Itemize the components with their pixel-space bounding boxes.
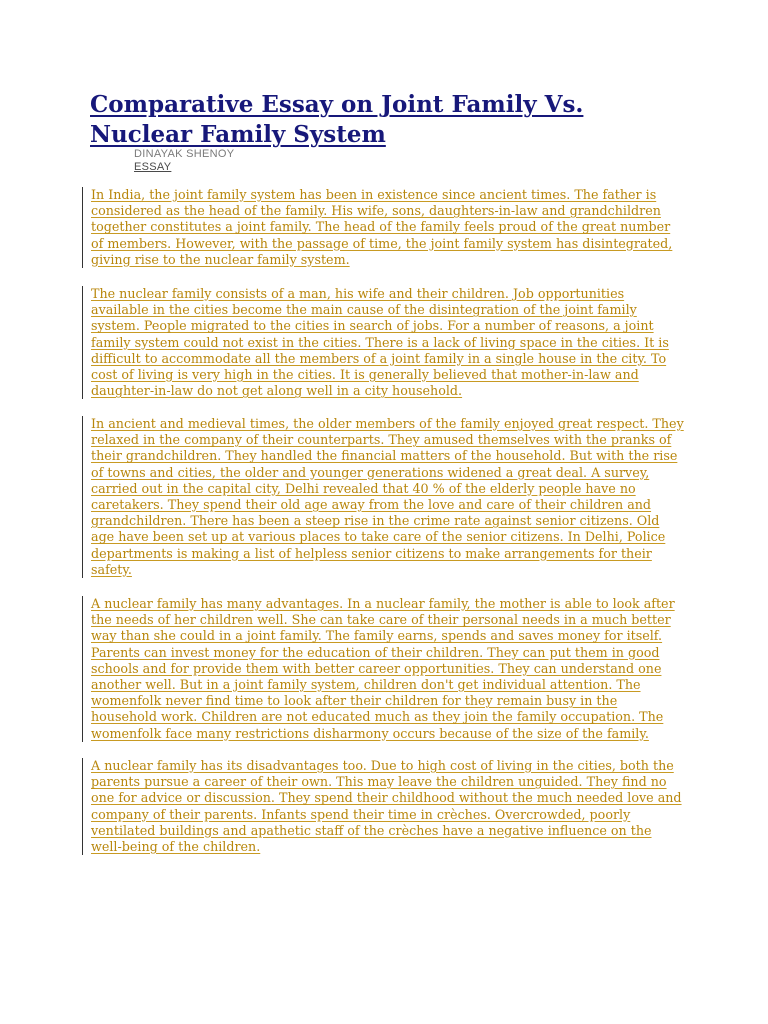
paragraph-5[interactable]: A nuclear family has its disadvantages too. Due to high cost of living in the cities, both the parents pursue a career of their own. This may leave the children unguided. They find no one for advice or discussion. They spend their childhood without the much needed love and company of their parents. Infants spend their time in crèches. Overcrowded, poorly ventilated buildings and apathetic staff of the crèches have a negative influence on the well-being of the children. (82, 758, 684, 855)
paragraph-1[interactable]: In India, the joint family system has been in existence since ancient times. The father is considered as the head of the family. His wife, sons, daughters-in-law and grandchildren together constitutes a joint family. The head of the family feels proud of the great number of members. However, with the passage of time, the joint family system has disintegrated, giving rise to the nuclear family system. (82, 187, 684, 268)
byline (134, 148, 234, 174)
page-title[interactable]: Comparative Essay on Joint Family Vs. Nuclear Family System (90, 91, 584, 148)
category-link[interactable]: ESSAY (134, 161, 172, 173)
paragraph-2[interactable]: The nuclear family consists of a man, his wife and their children. Job opportunities available in the cities become the main cause of the disintegration of the joint family system. People migrated to the cities in search of jobs. For a number of reasons, a joint family system could not exist in the cities. There is a lack of living space in the cities. It is difficult to accommodate all the members of a joint family in a single house in the city. To cost of living is very high in the cities. It is generally believed that mother-in-law and daughter-in-law do not get along well in a city household. (82, 286, 684, 399)
paragraph-3[interactable]: In ancient and medieval times, the older members of the family enjoyed great respect. They relaxed in the company of their counterparts. They amused themselves with the pranks of their grandchildren. They handled the financial matters of the household. But with the rise of towns and cities, the older and younger generations widened a great deal. A survey, carried out in the capital city, Delhi revealed that 40 % of the elderly people have no caretakers. They spend their old age away from the love and care of their children and grandchildren. There has been a steep rise in the crime rate against senior citizens. Old age have been set up at various places to take care of the senior citizens. In Delhi, Police departments is making a list of helpless senior citizens to make arrangements for their safety. (82, 416, 684, 578)
author-name: DINAYAK SHENOY (134, 148, 235, 160)
paragraph-4[interactable]: A nuclear family has many advantages. In a nuclear family, the mother is able to look after the needs of her children well. She can take care of their personal needs in a much better way than she could in a joint family. The family earns, spends and saves money for itself. Parents can invest money for the education of their children. They can put them in good schools and for provide them with better career opportunities. They can understand one another well. But in a joint family system, children don't get individual attention. The womenfolk never find time to look after their children for they remain busy in the household work. Children are not educated much as they join the family occupation. The womenfolk face many restrictions disharmony occurs because of the size of the family. (82, 596, 684, 742)
